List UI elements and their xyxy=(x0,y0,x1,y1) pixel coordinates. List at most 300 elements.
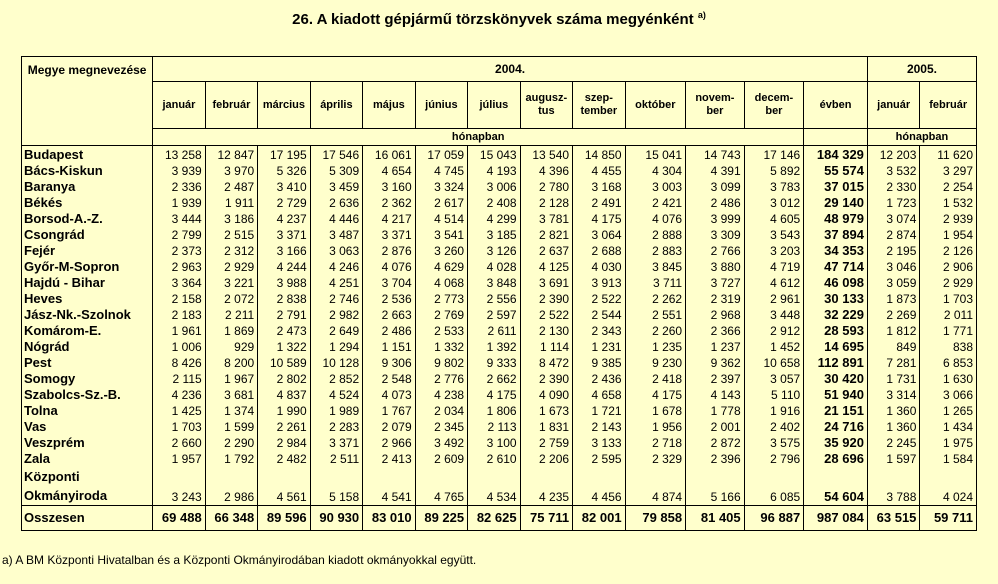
month-value: 4 304 xyxy=(625,163,686,179)
month-value: 3 848 xyxy=(468,275,520,291)
month-value: 2 362 xyxy=(363,195,415,211)
month-value: 13 540 xyxy=(520,146,572,164)
page-title xyxy=(0,10,998,28)
month-value: 2 611 xyxy=(468,323,520,339)
month-value: 1 114 xyxy=(520,339,572,355)
month-value-2005: 1 630 xyxy=(920,371,977,387)
month-value: 1 792 xyxy=(205,451,257,467)
month-value: 5 158 xyxy=(310,467,362,506)
month-value-2005: 2 245 xyxy=(867,435,919,451)
month-value: 3 999 xyxy=(686,211,745,227)
month-value: 2 872 xyxy=(686,435,745,451)
month-value: 4 238 xyxy=(415,387,467,403)
month-value: 2 390 xyxy=(520,291,572,307)
month-value-2005: 1 434 xyxy=(920,419,977,435)
table-row xyxy=(22,275,977,291)
month-value: 10 589 xyxy=(258,355,310,371)
vehicle-registration-table xyxy=(21,56,977,531)
year-total-header: évben xyxy=(804,82,868,129)
month-header: március xyxy=(258,82,310,129)
month-value: 1 673 xyxy=(520,403,572,419)
month-value-2005: 2 929 xyxy=(920,275,977,291)
month-value: 2 838 xyxy=(258,291,310,307)
month-value: 2 929 xyxy=(205,259,257,275)
year-total-value: 21 151 xyxy=(804,403,868,419)
county-name: Békés xyxy=(22,195,153,211)
month-value: 2 776 xyxy=(415,371,467,387)
month-value: 3 243 xyxy=(153,467,205,506)
month-value-2005: 4 024 xyxy=(920,467,977,506)
month-value: 2 128 xyxy=(520,195,572,211)
month-value: 2 961 xyxy=(744,291,804,307)
month-value: 2 413 xyxy=(363,451,415,467)
month-value: 1 869 xyxy=(205,323,257,339)
month-value: 79 858 xyxy=(625,506,686,531)
month-value: 3 845 xyxy=(625,259,686,275)
month-value: 5 892 xyxy=(744,163,804,179)
county-name: Zala xyxy=(22,451,153,467)
month-value-2005: 3 066 xyxy=(920,387,977,403)
table-row xyxy=(22,323,977,339)
month-value: 2 718 xyxy=(625,435,686,451)
month-value-2005: 1 812 xyxy=(867,323,919,339)
table-row xyxy=(22,291,977,307)
month-value: 4 745 xyxy=(415,163,467,179)
month-value: 2 336 xyxy=(153,179,205,195)
month-value: 2 799 xyxy=(153,227,205,243)
month-value: 4 237 xyxy=(258,211,310,227)
month-value-2005: 3 532 xyxy=(867,163,919,179)
month-value: 1 151 xyxy=(363,339,415,355)
table-row xyxy=(22,371,977,387)
month-value: 3 126 xyxy=(468,243,520,259)
year-total-value: 14 695 xyxy=(804,339,868,355)
month-value: 2 759 xyxy=(520,435,572,451)
year-total-value: 54 604 xyxy=(804,467,868,506)
month-value: 2 206 xyxy=(520,451,572,467)
month-value: 3 487 xyxy=(310,227,362,243)
month-value: 2 408 xyxy=(468,195,520,211)
month-value: 3 099 xyxy=(686,179,745,195)
month-value: 2 482 xyxy=(258,451,310,467)
month-value: 4 028 xyxy=(468,259,520,275)
county-name: Győr-M-Sopron xyxy=(22,259,153,275)
month-value: 2 486 xyxy=(686,195,745,211)
month-value: 3 309 xyxy=(686,227,745,243)
month-header: decem- ber xyxy=(744,82,804,129)
month-value: 10 128 xyxy=(310,355,362,371)
month-value: 2 366 xyxy=(686,323,745,339)
month-value-2005: 2 269 xyxy=(867,307,919,323)
month-header: novem- ber xyxy=(686,82,745,129)
month-value: 2 319 xyxy=(686,291,745,307)
month-value: 4 605 xyxy=(744,211,804,227)
month-value: 3 410 xyxy=(258,179,310,195)
month-value: 3 168 xyxy=(573,179,625,195)
month-value: 4 455 xyxy=(573,163,625,179)
month-value: 4 068 xyxy=(415,275,467,291)
month-value: 81 405 xyxy=(686,506,745,531)
county-name: Borsod-A.-Z. xyxy=(22,211,153,227)
month-value: 14 743 xyxy=(686,146,745,164)
month-value: 2 663 xyxy=(363,307,415,323)
month-value: 4 524 xyxy=(310,387,362,403)
month-value: 3 444 xyxy=(153,211,205,227)
month-header: augusz- tus xyxy=(520,82,572,129)
month-value: 3 711 xyxy=(625,275,686,291)
year-total-value: 37 894 xyxy=(804,227,868,243)
month-value: 4 612 xyxy=(744,275,804,291)
month-value-2005: 11 620 xyxy=(920,146,977,164)
table-row xyxy=(22,387,977,403)
county-name: Komárom-E. xyxy=(22,323,153,339)
month-header: május xyxy=(363,82,415,129)
table-row xyxy=(22,435,977,451)
month-value-2005: 3 297 xyxy=(920,163,977,179)
unit-header-2005: hónapban xyxy=(867,129,976,146)
month-value-2005: 2 195 xyxy=(867,243,919,259)
month-value: 4 217 xyxy=(363,211,415,227)
title-text: 26. A kiadott gépjármű törzskönyvek száma megyénként xyxy=(292,11,694,28)
month-value: 4 299 xyxy=(468,211,520,227)
month-value: 69 488 xyxy=(153,506,205,531)
month-value: 3 221 xyxy=(205,275,257,291)
month-value: 3 063 xyxy=(310,243,362,259)
month-value: 4 236 xyxy=(153,387,205,403)
month-value: 2 436 xyxy=(573,371,625,387)
month-value: 2 034 xyxy=(415,403,467,419)
year-total-value: 32 229 xyxy=(804,307,868,323)
month-value: 2 390 xyxy=(520,371,572,387)
month-value: 82 625 xyxy=(468,506,520,531)
year-total-value: 34 353 xyxy=(804,243,868,259)
month-value: 2 211 xyxy=(205,307,257,323)
month-value: 2 821 xyxy=(520,227,572,243)
month-value: 3 492 xyxy=(415,435,467,451)
month-value: 2 396 xyxy=(686,451,745,467)
month-value: 4 654 xyxy=(363,163,415,179)
month-value-2005: 7 281 xyxy=(867,355,919,371)
month-value: 1 599 xyxy=(205,419,257,435)
month-value: 4 073 xyxy=(363,387,415,403)
table-row xyxy=(22,243,977,259)
month-value: 1 806 xyxy=(468,403,520,419)
year-total-value: 112 891 xyxy=(804,355,868,371)
year-total-value: 28 696 xyxy=(804,451,868,467)
month-value: 9 230 xyxy=(625,355,686,371)
month-value: 2 766 xyxy=(686,243,745,259)
month-value: 2 402 xyxy=(744,419,804,435)
month-value: 1 967 xyxy=(205,371,257,387)
month-value: 17 195 xyxy=(258,146,310,164)
month-value: 3 203 xyxy=(744,243,804,259)
month-value: 1 425 xyxy=(153,403,205,419)
month-value: 1 392 xyxy=(468,339,520,355)
month-value: 2 345 xyxy=(415,419,467,435)
month-value: 3 133 xyxy=(573,435,625,451)
month-value: 8 426 xyxy=(153,355,205,371)
title-footnote-mark: a) xyxy=(697,10,706,20)
month-value: 2 072 xyxy=(205,291,257,307)
month-value: 2 729 xyxy=(258,195,310,211)
month-value: 3 012 xyxy=(744,195,804,211)
month-value: 2 115 xyxy=(153,371,205,387)
month-value: 89 596 xyxy=(258,506,310,531)
month-value: 2 876 xyxy=(363,243,415,259)
month-value: 4 446 xyxy=(310,211,362,227)
month-value: 2 522 xyxy=(520,307,572,323)
month-value: 1 957 xyxy=(153,451,205,467)
month-value: 2 473 xyxy=(258,323,310,339)
month-value: 3 543 xyxy=(744,227,804,243)
month-value: 5 309 xyxy=(310,163,362,179)
year-2005-header: 2005. xyxy=(867,57,976,82)
month-value-2005: 3 314 xyxy=(867,387,919,403)
year-total-value: 35 920 xyxy=(804,435,868,451)
county-name: Hajdú - Bihar xyxy=(22,275,153,291)
month-value: 2 636 xyxy=(310,195,362,211)
month-value: 4 541 xyxy=(363,467,415,506)
year-total-value: 184 329 xyxy=(804,146,868,164)
year-total-value: 30 420 xyxy=(804,371,868,387)
month-value: 1 235 xyxy=(625,339,686,355)
month-value-2005: 2 011 xyxy=(920,307,977,323)
month-value: 2 662 xyxy=(468,371,520,387)
month-value-2005: 2 906 xyxy=(920,259,977,275)
year-total-value: 30 133 xyxy=(804,291,868,307)
month-value: 4 396 xyxy=(520,163,572,179)
month-header: április xyxy=(310,82,362,129)
month-value: 1 322 xyxy=(258,339,310,355)
month-value-2005: 2 939 xyxy=(920,211,977,227)
table-row xyxy=(22,419,977,435)
month-value: 4 235 xyxy=(520,467,572,506)
table-row xyxy=(22,211,977,227)
month-value: 2 746 xyxy=(310,291,362,307)
year-total-value: 47 714 xyxy=(804,259,868,275)
year-total-value: 51 940 xyxy=(804,387,868,403)
county-name: Fejér xyxy=(22,243,153,259)
month-value: 2 617 xyxy=(415,195,467,211)
month-value-2005: 3 046 xyxy=(867,259,919,275)
year-total-value: 987 084 xyxy=(804,506,868,531)
month-value-2005: 2 126 xyxy=(920,243,977,259)
month-value: 2 343 xyxy=(573,323,625,339)
month-value: 3 186 xyxy=(205,211,257,227)
county-name: Vas xyxy=(22,419,153,435)
month-value: 2 329 xyxy=(625,451,686,467)
table-row xyxy=(22,146,977,164)
month-value: 4 246 xyxy=(310,259,362,275)
month-value: 1 294 xyxy=(310,339,362,355)
month-value: 2 079 xyxy=(363,419,415,435)
month-value: 17 546 xyxy=(310,146,362,164)
year-total-value: 28 593 xyxy=(804,323,868,339)
month-value: 3 371 xyxy=(310,435,362,451)
month-value: 4 030 xyxy=(573,259,625,275)
month-value: 3 970 xyxy=(205,163,257,179)
month-value: 3 691 xyxy=(520,275,572,291)
month-value: 2 986 xyxy=(205,467,257,506)
month-value-2005: 1 265 xyxy=(920,403,977,419)
month-value: 2 609 xyxy=(415,451,467,467)
month-value: 1 831 xyxy=(520,419,572,435)
month-value: 3 939 xyxy=(153,163,205,179)
month-value-2005: 1 597 xyxy=(867,451,919,467)
table-row xyxy=(22,403,977,419)
month-value: 9 306 xyxy=(363,355,415,371)
county-column-header: Megye megnevezése xyxy=(22,57,153,146)
month-value: 2 130 xyxy=(520,323,572,339)
month-value: 2 982 xyxy=(310,307,362,323)
month-value: 90 930 xyxy=(310,506,362,531)
month-value: 2 113 xyxy=(468,419,520,435)
month-value: 2 852 xyxy=(310,371,362,387)
month-value: 2 421 xyxy=(625,195,686,211)
month-value: 2 533 xyxy=(415,323,467,339)
month-value: 4 125 xyxy=(520,259,572,275)
month-value: 2 487 xyxy=(205,179,257,195)
month-header: június xyxy=(415,82,467,129)
month-value: 4 658 xyxy=(573,387,625,403)
month-value: 15 043 xyxy=(468,146,520,164)
county-name: Jász-Nk.-Szolnok xyxy=(22,307,153,323)
unit-header-2004: hónapban xyxy=(153,129,804,146)
month-value: 2 984 xyxy=(258,435,310,451)
month-value-2005: 849 xyxy=(867,339,919,355)
county-name: Tolna xyxy=(22,403,153,419)
month-value: 4 251 xyxy=(310,275,362,291)
month-value: 1 237 xyxy=(686,339,745,355)
month-value: 2 551 xyxy=(625,307,686,323)
month-value: 2 595 xyxy=(573,451,625,467)
month-value: 14 850 xyxy=(573,146,625,164)
month-header-2005: január xyxy=(867,82,919,129)
county-name: Csongrád xyxy=(22,227,153,243)
table-row xyxy=(22,227,977,243)
month-value-2005: 3 059 xyxy=(867,275,919,291)
month-header: október xyxy=(625,82,686,129)
month-value: 1 778 xyxy=(686,403,745,419)
year-total-value: 48 979 xyxy=(804,211,868,227)
month-value: 1 332 xyxy=(415,339,467,355)
month-value: 2 261 xyxy=(258,419,310,435)
month-value-2005: 1 723 xyxy=(867,195,919,211)
month-value: 1 721 xyxy=(573,403,625,419)
table-row xyxy=(22,163,977,179)
month-value: 8 472 xyxy=(520,355,572,371)
month-header: július xyxy=(468,82,520,129)
month-value: 3 913 xyxy=(573,275,625,291)
month-value: 2 260 xyxy=(625,323,686,339)
total-row xyxy=(22,506,977,531)
month-value: 75 711 xyxy=(520,506,572,531)
month-value: 1 990 xyxy=(258,403,310,419)
month-value: 2 522 xyxy=(573,291,625,307)
month-value-2005: 59 711 xyxy=(920,506,977,531)
month-value: 4 193 xyxy=(468,163,520,179)
month-value: 4 175 xyxy=(468,387,520,403)
month-value-2005: 3 788 xyxy=(867,467,919,506)
county-name: Baranya xyxy=(22,179,153,195)
month-value: 4 076 xyxy=(363,259,415,275)
month-value: 3 185 xyxy=(468,227,520,243)
month-value: 2 001 xyxy=(686,419,745,435)
month-value-2005: 838 xyxy=(920,339,977,355)
month-value: 9 802 xyxy=(415,355,467,371)
county-name: Veszprém xyxy=(22,435,153,451)
month-value: 4 514 xyxy=(415,211,467,227)
month-value: 3 783 xyxy=(744,179,804,195)
month-value: 83 010 xyxy=(363,506,415,531)
month-value: 2 262 xyxy=(625,291,686,307)
month-value: 2 649 xyxy=(310,323,362,339)
month-value: 2 769 xyxy=(415,307,467,323)
month-value: 3 160 xyxy=(363,179,415,195)
month-value-2005: 1 975 xyxy=(920,435,977,451)
month-value-2005: 3 074 xyxy=(867,211,919,227)
month-value: 4 561 xyxy=(258,467,310,506)
month-value: 2 536 xyxy=(363,291,415,307)
county-name: Budapest xyxy=(22,146,153,164)
table-row xyxy=(22,195,977,211)
county-name: Bács-Kiskun xyxy=(22,163,153,179)
table-row xyxy=(22,339,977,355)
month-value: 2 791 xyxy=(258,307,310,323)
month-header: február xyxy=(205,82,257,129)
month-value: 2 610 xyxy=(468,451,520,467)
month-value: 2 597 xyxy=(468,307,520,323)
month-value: 9 362 xyxy=(686,355,745,371)
county-name: Nógrád xyxy=(22,339,153,355)
unit-blank xyxy=(804,129,868,146)
month-value: 2 290 xyxy=(205,435,257,451)
month-value: 1 006 xyxy=(153,339,205,355)
month-value: 2 780 xyxy=(520,179,572,195)
year-total-value: 29 140 xyxy=(804,195,868,211)
month-value: 2 283 xyxy=(310,419,362,435)
month-value: 1 939 xyxy=(153,195,205,211)
month-value-2005: 2 254 xyxy=(920,179,977,195)
month-value: 3 575 xyxy=(744,435,804,451)
month-value: 4 719 xyxy=(744,259,804,275)
month-value-2005: 1 360 xyxy=(867,419,919,435)
table-row xyxy=(22,467,977,506)
month-value: 2 373 xyxy=(153,243,205,259)
month-value: 2 963 xyxy=(153,259,205,275)
month-value: 3 064 xyxy=(573,227,625,243)
table-row xyxy=(22,355,977,371)
table-row xyxy=(22,259,977,275)
month-value: 4 765 xyxy=(415,467,467,506)
month-value-2005: 1 584 xyxy=(920,451,977,467)
county-name: Pest xyxy=(22,355,153,371)
month-value: 2 637 xyxy=(520,243,572,259)
month-value: 3 006 xyxy=(468,179,520,195)
year-total-value: 46 098 xyxy=(804,275,868,291)
year-total-value: 37 015 xyxy=(804,179,868,195)
county-name: Osszesen xyxy=(22,506,153,531)
footnote: a) A BM Központi Hivatalban és a Központi Okmányirodában kiadott okmányokkal együtt. xyxy=(2,553,477,567)
month-value: 1 989 xyxy=(310,403,362,419)
year-total-value: 24 716 xyxy=(804,419,868,435)
month-value: 2 158 xyxy=(153,291,205,307)
month-value: 66 348 xyxy=(205,506,257,531)
month-value: 3 448 xyxy=(744,307,804,323)
month-header: január xyxy=(153,82,205,129)
year-2004-header: 2004. xyxy=(153,57,868,82)
month-value: 2 556 xyxy=(468,291,520,307)
